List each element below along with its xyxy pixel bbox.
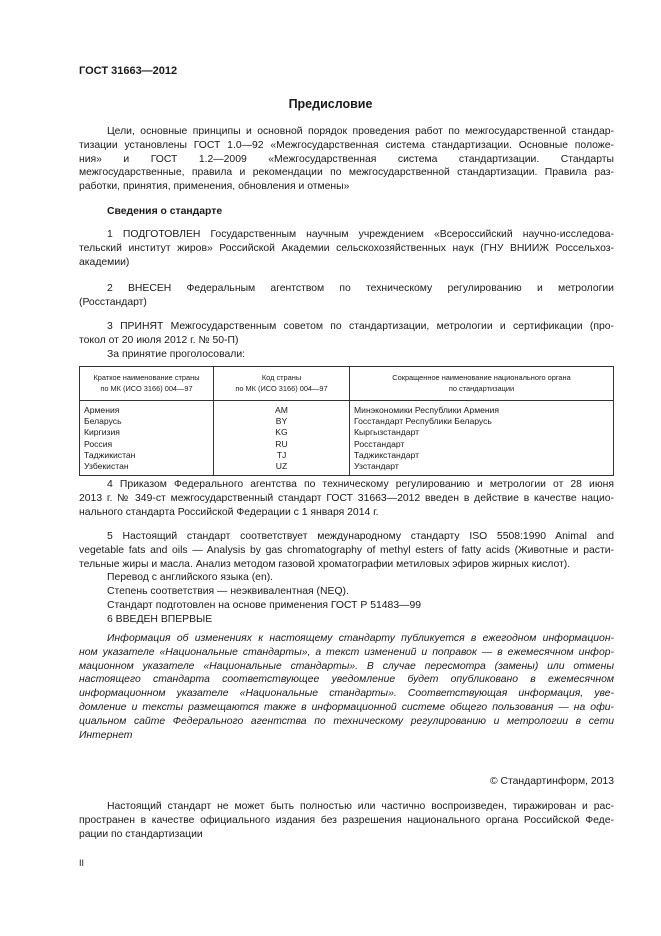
changes-notice — [79, 632, 614, 742]
column-header — [80, 367, 214, 401]
text-line: Степень соответствия — неэквивалентная (NEQ). — [107, 586, 349, 598]
item-4-paragraph — [79, 478, 614, 519]
country-code: TJ — [214, 450, 350, 461]
text-line: работки, принятия, применения, обновления и отмены» — [79, 181, 350, 193]
item-2-paragraph — [79, 282, 614, 310]
page-title: Предисловие — [288, 97, 373, 111]
national-body: Узстандарт — [350, 461, 614, 476]
country-code: AM — [214, 401, 350, 417]
voting-table — [79, 366, 614, 476]
national-body: Госстандарт Республики Беларусь — [350, 416, 614, 427]
country-name: Армения — [80, 401, 214, 417]
text-line: Информация об изменениях к настоящему стандарту публикуется в ежегодном информацион- — [107, 633, 614, 644]
header-line: по стандартизации — [448, 384, 515, 393]
country-name: Узбекистан — [80, 461, 214, 476]
text-line: 1 ПОДГОТОВЛЕН Государственным научным учреждением «Всероссийский научно-исследова- — [107, 229, 614, 240]
text-line: Интернет — [79, 729, 133, 741]
table-row — [80, 439, 614, 450]
text-line: тизации установлены ГОСТ 1.0—92 «Межгосударственная система стандартизации. Основные положе- — [79, 139, 614, 151]
national-body: Кыргызстандарт — [350, 427, 614, 438]
text-line: межгосударственные, правила и рекомендации по межгосударственной стандартизации. Правила раз- — [79, 167, 614, 179]
text-line: 3 ПРИНЯТ Межгосударственным советом по стандартизации, метрологии и сертификации (про- — [107, 321, 614, 332]
text-line: Перевод с английского языка (en). — [107, 572, 274, 584]
text-line: 2013 г. № 349-ст межгосударственный стандарт ГОСТ 31663—2012 введен в действие в качестве нацио- — [79, 492, 614, 504]
text-line: тельский институт жиров» Российской Академии сельскохозяйственных наук (ГНУ ВНИИЖ Россельхоз- — [79, 242, 614, 254]
national-body: Таджикстандарт — [350, 450, 614, 461]
country-name: Россия — [80, 439, 214, 450]
table-row — [80, 416, 614, 427]
table-row — [80, 450, 614, 461]
country-code: RU — [214, 439, 350, 450]
text-line: 2 ВНЕСЕН Федеральным агентством по техническому регулированию и метрологии — [107, 283, 614, 294]
country-name: Таджикистан — [80, 450, 214, 461]
table-row — [80, 401, 614, 417]
text-line: 4 Приказом Федерального агентства по техническому регулированию и метрологии от 28 июня — [107, 479, 614, 490]
section-heading: Сведения о стандарте — [107, 206, 223, 217]
text-line: рации по стандартизации — [79, 828, 203, 840]
header-line: Сокращенное наименование национального органа — [392, 373, 571, 382]
text-line: vegetable fats and oils — Analysis by gas chromatography of methyl esters of fatty acids (Животные и расти- — [79, 544, 614, 556]
national-body: Росстандарт — [350, 439, 614, 450]
text-line: циальном сайте Федерального агентства по техническому регулированию и метрологии в сети — [79, 715, 614, 727]
column-header — [350, 367, 614, 401]
text-line: ном указателе «Национальные стандарты», а текст изменений и поправок — в ежемесячном инфор- — [79, 646, 614, 658]
text-line: Стандарт подготовлен на основе применения ГОСТ Р 51483—99 — [107, 599, 422, 611]
text-line: настоящего стандарта соответствующее уведомление будет опубликовано в ежемесячном — [79, 674, 614, 686]
text-line: информационном указателе «Национальные стандарты». Соответствующая информация, уве- — [79, 688, 614, 700]
item-1-paragraph — [79, 228, 614, 269]
header-line: Краткое наименование страны — [93, 373, 200, 382]
info-section — [79, 205, 614, 219]
column-header — [214, 367, 350, 401]
header-line: по МК (ИСО 3166) 004—97 — [100, 384, 193, 393]
country-name: Беларусь — [80, 416, 214, 427]
text-line: ния» и ГОСТ 1.2—2009 «Межгосударственная система стандартизации. Стандарты — [79, 153, 614, 165]
text-line: 5 Настоящий стандарт соответствует международному стандарту ISO 5508:1990 Animal and — [107, 531, 614, 542]
text-line: мационном указателе «Национальные стандарты». В случае пересмотра (замены) или отмены — [79, 660, 614, 672]
item-5-paragraph — [79, 530, 614, 627]
text-line: тельные жиры и масла. Анализ методом газовой хроматографии метиловых эфиров жирных кислот). — [79, 558, 571, 570]
text-line: нального стандарта Российской Федерации с 1 января 2014 г. — [79, 506, 379, 518]
copyright-notice: © Стандартинформ, 2013 — [489, 776, 614, 787]
text-line: домление и тексты размещаются также в информационной системе общего пользования — на офи- — [79, 701, 614, 713]
reproduction-notice — [79, 800, 614, 841]
text-line: За принятие проголосовали: — [107, 348, 246, 360]
country-code: KG — [214, 427, 350, 438]
header-line: по МК (ИСО 3166) 004—97 — [235, 384, 328, 393]
header-line: Код страны — [261, 373, 302, 382]
table-row — [80, 461, 614, 476]
text-line: академии) — [79, 256, 130, 268]
text-line: Цели, основные принципы и основной порядок проведения работ по межгосударственной стандар- — [107, 126, 614, 137]
country-code: UZ — [214, 461, 350, 476]
country-code: BY — [214, 416, 350, 427]
intro-paragraph — [79, 125, 614, 194]
text-line: пространен в качестве официального издания без разрешения национального органа Российской Феде- — [79, 814, 614, 826]
table-row — [80, 427, 614, 438]
table-header-row — [80, 367, 614, 401]
text-line: Настоящий стандарт не может быть полностью или частично воспроизведен, тиражирован и рас- — [107, 801, 614, 812]
document-code-header: ГОСТ 31663—2012 — [79, 65, 178, 77]
page-number: II — [79, 858, 85, 868]
item-3-paragraph — [79, 320, 614, 361]
text-line: 6 ВВЕДЕН ВПЕРВЫЕ — [107, 613, 213, 625]
text-line: (Росстандарт) — [79, 296, 147, 308]
country-name: Киргизия — [80, 427, 214, 438]
text-line: токол от 20 июля 2012 г. № 50-П) — [79, 334, 239, 346]
national-body: Минэкономики Республики Армения — [350, 401, 614, 417]
